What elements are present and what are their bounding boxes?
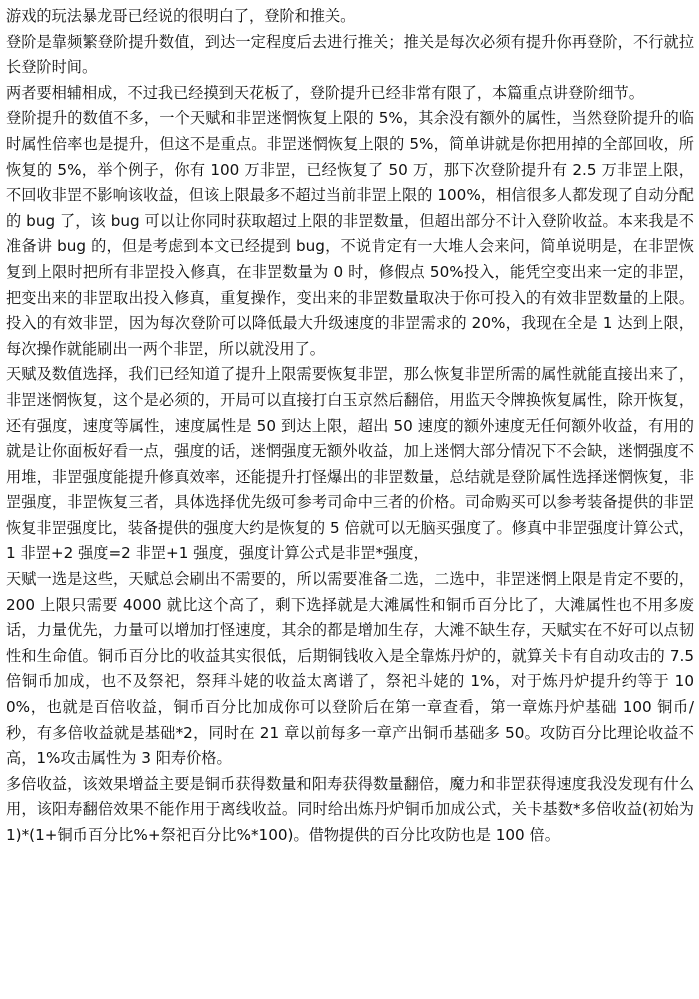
paragraph-talent-selection: 天赋及数值选择，我们已经知道了提升上限需要恢复非罡，那么恢复非罡所需的属性就能直接出来了，非罡迷惘恢复，这个是必须的，开局可以直接打白玉京然后翻倍，用监天令牌换恢复属性，除开恢复，还有强度，速度等属性，速度属性是 50 到达上限，超出 50 速度的额外速度无任何额外收益，有用的就是让你面板好看一点，强度的话，迷惘强度无额外收益，加上迷惘大部分情况下不会缺，迷惘强度不用堆，非罡强度能提升修真效率，还能提升打怪爆出的非罡数量，总结就是登阶属性选择迷惘恢复，非罡强度，非罡恢复三者，具体选择优先级可参考司命中三者的价格。司命购买可以参考装备提供的非罡恢复非罡强度比，装备提供的强度大约是恢复的 5 倍就可以无脑买强度了。修真中非罡强度计算公式，1 非罡+2 强度=2 非罡+1 强度，强度计算公式是非罡*强度， xyxy=(6,365,694,563)
article-body xyxy=(6,4,694,849)
paragraph-multiplier: 多倍收益，该效果增益主要是铜币获得数量和阳寿获得数量翻倍，魔力和非罡获得速度我没发现有什么用，该阳寿翻倍效果不能作用于离线收益。同时给出炼丹炉铜币加成公式，关卡基数*多倍收益(初始为 1)*(1+铜币百分比%+祭祀百分比%*100)。借物提供的百分比攻防也是 100 倍。 xyxy=(6,774,694,844)
paragraph-definition: 登阶是靠频繁登阶提升数值，到达一定程度后去进行推关；推关是每次必须有提升你再登阶，不行就拉长登阶时间。 xyxy=(6,32,694,77)
paragraph-focus: 两者要相辅相成，不过我已经摸到天花板了，登阶提升已经非常有限了，本篇重点讲登阶细节。 xyxy=(6,83,644,102)
paragraph-ascension-stats: 登阶提升的数值不多，一个天赋和非罡迷惘恢复上限的 5%，其余没有额外的属性，当然登阶提升的临时属性倍率也是提升，但这不是重点。非罡迷惘恢复上限的 5%，简单讲就是你把用掉的全部回收，所恢复的 5%，举个例子，你有 100 万非罡，已经恢复了 50 万，那下次登阶提升有 2.5 万非罡上限，不回收非罡不影响该收益，但该上限最多不超过当前非罡上限的 100%，相信很多人都发现了自动分配的 bug 了，该 bug 可以让你同时获取超过上限的非罡数量，但超出部分不计入登阶收益。本来我是不准备讲 bug 的，但是考虑到本文已经提到 bug，不说肯定有一大堆人会来问，简单说明是，在非罡恢复到上限时把所有非罡投入修真，在非罡数量为 0 时，修假点 50%投入，能凭空变出来一定的非罡，把变出来的非罡取出投入修真，重复操作，变出来的非罡数量取决于你可投入的有效非罡数量的上限。投入的有效非罡，因为每次登阶可以降低最大升级速度的非罡需求的 20%，我现在全是 1 达到上限，每次操作就能刷出一两个非罡，所以就没用了。 xyxy=(6,109,694,358)
paragraph-talent-choices: 天赋一选是这些，天赋总会刷出不需要的，所以需要准备二选，二选中，非罡迷惘上限是肯定不要的，200 上限只需要 4000 就比这个高了，剩下选择就是大滩属性和铜币百分比了，大滩属性也不用多废话，力量优先，力量可以增加打怪速度，其余的都是增加生存，大滩不缺生存，天赋实在不好可以点韧性和生命值。铜币百分比的收益其实很低，后期铜钱收入是全靠炼丹炉的，就算关卡有自动攻击的 7.5 倍铜币加成，也不及祭祀，祭拜斗姥的收益太离谱了，祭祀斗姥的 1%，对于炼丹炉提升约等于 100%，也就是百倍收益，铜币百分比加成你可以登阶后在第一章查看，第一章炼丹炉基础 100 铜币/秒，有多倍收益就是基础*2，同时在 21 章以前每多一章产出铜币基础多 50。攻防百分比理论收益不高，1%攻击属性为 3 阳寿价格。 xyxy=(6,570,694,768)
paragraph-intro: 游戏的玩法暴龙哥已经说的很明白了，登阶和推关。 xyxy=(6,7,356,25)
